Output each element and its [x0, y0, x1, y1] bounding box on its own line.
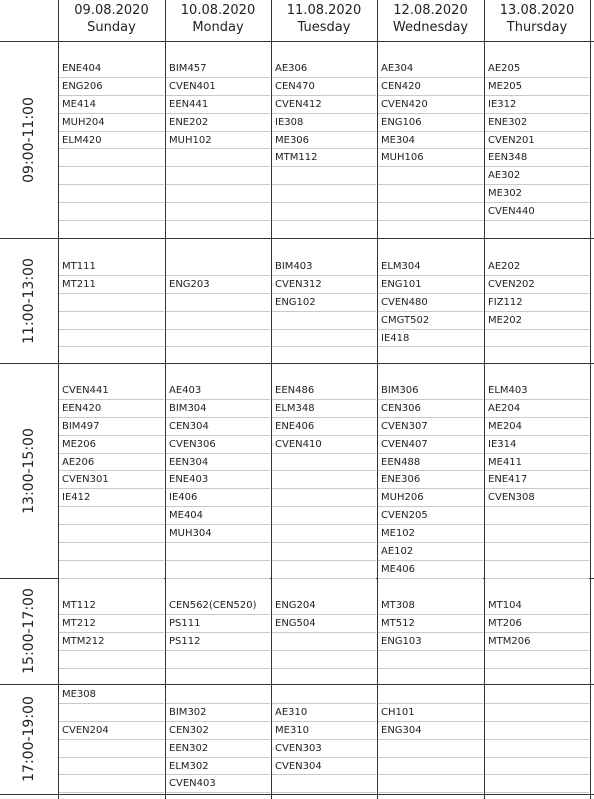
course-cell	[166, 258, 270, 347]
course-code: ELM348	[272, 400, 376, 418]
course-code: CVEN303	[272, 740, 376, 758]
course-code: AE304	[378, 60, 483, 78]
day-header	[58, 2, 165, 40]
course-code	[166, 651, 270, 669]
day-date: 12.08.2020	[393, 3, 468, 18]
course-code	[485, 775, 589, 793]
course-code: CVEN308	[485, 489, 589, 507]
course-code: CH101	[378, 704, 483, 722]
course-code	[272, 507, 376, 525]
grid-line	[0, 41, 594, 42]
course-cell	[59, 60, 164, 221]
course-code: IE406	[166, 489, 270, 507]
course-code: CEN304	[166, 418, 270, 436]
course-code: ENE202	[166, 114, 270, 132]
course-code	[272, 330, 376, 348]
course-code: CVEN441	[59, 382, 164, 400]
course-code	[485, 525, 589, 543]
course-code: ENG106	[378, 114, 483, 132]
grid-line	[0, 684, 594, 685]
course-code: BIM403	[272, 258, 376, 276]
course-code	[272, 651, 376, 669]
course-code: PS112	[166, 633, 270, 651]
course-code	[378, 775, 483, 793]
time-slot-label: 13:00-15:00	[21, 427, 37, 514]
course-code: CVEN403	[166, 775, 270, 793]
course-code: ENG203	[166, 276, 270, 294]
course-cell	[485, 597, 589, 669]
course-code	[59, 561, 164, 579]
course-code: MUH204	[59, 114, 164, 132]
course-code: ENE406	[272, 418, 376, 436]
course-cell	[59, 382, 164, 579]
course-code: ME414	[59, 96, 164, 114]
course-code: CEN470	[272, 78, 376, 96]
course-code: ENG102	[272, 294, 376, 312]
course-code: ME404	[166, 507, 270, 525]
course-cell	[166, 382, 270, 579]
course-code	[59, 651, 164, 669]
day-name: Monday	[192, 20, 244, 35]
course-code	[59, 740, 164, 758]
course-code: ME411	[485, 454, 589, 472]
course-code	[485, 686, 589, 704]
course-code: CVEN304	[272, 758, 376, 776]
course-code	[485, 561, 589, 579]
course-code: ME205	[485, 78, 589, 96]
course-code	[378, 651, 483, 669]
course-code	[485, 704, 589, 722]
course-code: ME310	[272, 722, 376, 740]
course-code: ENG206	[59, 78, 164, 96]
course-code: MTM212	[59, 633, 164, 651]
course-code	[272, 525, 376, 543]
course-code	[485, 740, 589, 758]
course-code: AE102	[378, 543, 483, 561]
course-code: CVEN202	[485, 276, 589, 294]
time-slot-label: 09:00-11:00	[21, 96, 37, 183]
course-code: BIM306	[378, 382, 483, 400]
course-code	[272, 489, 376, 507]
course-code	[166, 258, 270, 276]
course-code: EEN302	[166, 740, 270, 758]
course-cell	[485, 686, 589, 793]
course-code: CEN562(CEN520)	[166, 597, 270, 615]
course-code	[166, 185, 270, 203]
course-code: CEN302	[166, 722, 270, 740]
day-name: Sunday	[87, 20, 136, 35]
course-code: ME102	[378, 525, 483, 543]
course-cell	[378, 382, 483, 579]
course-code	[272, 543, 376, 561]
course-code	[59, 543, 164, 561]
course-code	[272, 312, 376, 330]
course-code: EEN420	[59, 400, 164, 418]
course-code: CVEN407	[378, 436, 483, 454]
course-code: ME204	[485, 418, 589, 436]
course-code: AE205	[485, 60, 589, 78]
day-name: Tuesday	[297, 20, 351, 35]
day-date: 11.08.2020	[286, 3, 362, 18]
course-code: CVEN306	[166, 436, 270, 454]
course-code	[59, 330, 164, 348]
course-code	[59, 149, 164, 167]
course-code: EEN441	[166, 96, 270, 114]
course-code	[485, 651, 589, 669]
course-code	[59, 704, 164, 722]
course-code: CVEN440	[485, 203, 589, 221]
day-date: 13.08.2020	[499, 3, 575, 18]
course-cell	[272, 258, 376, 347]
course-code: BIM497	[59, 418, 164, 436]
course-code	[272, 775, 376, 793]
course-code	[166, 294, 270, 312]
course-cell	[59, 258, 164, 347]
course-code	[485, 758, 589, 776]
course-code	[272, 561, 376, 579]
course-code: CVEN301	[59, 471, 164, 489]
course-cell	[166, 686, 270, 793]
course-code: ME202	[485, 312, 589, 330]
course-code: MUH106	[378, 149, 483, 167]
course-code: AE310	[272, 704, 376, 722]
course-code	[59, 312, 164, 330]
course-code: IE312	[485, 96, 589, 114]
day-header	[165, 2, 271, 40]
course-code	[166, 561, 270, 579]
course-code	[59, 758, 164, 776]
course-code: ENE417	[485, 471, 589, 489]
course-code: AE206	[59, 454, 164, 472]
course-code: ENG204	[272, 597, 376, 615]
course-code	[485, 543, 589, 561]
course-code	[59, 775, 164, 793]
course-code: ENG504	[272, 615, 376, 633]
course-code: MT211	[59, 276, 164, 294]
course-code: CVEN401	[166, 78, 270, 96]
course-code	[272, 185, 376, 203]
course-code: CVEN205	[378, 507, 483, 525]
course-code: PS111	[166, 615, 270, 633]
day-date: 10.08.2020	[180, 3, 256, 18]
course-code: EEN348	[485, 149, 589, 167]
course-code: IE412	[59, 489, 164, 507]
course-code: MT212	[59, 615, 164, 633]
course-code	[485, 330, 589, 348]
course-code: AE202	[485, 258, 589, 276]
course-code: ENG101	[378, 276, 483, 294]
course-code: EEN488	[378, 454, 483, 472]
day-date: 09.08.2020	[74, 3, 149, 18]
course-code	[166, 330, 270, 348]
course-code: ENE306	[378, 471, 483, 489]
course-code	[272, 686, 376, 704]
course-code	[59, 185, 164, 203]
course-code	[272, 203, 376, 221]
grid-line	[0, 794, 594, 795]
course-code: MT512	[378, 615, 483, 633]
course-code	[272, 454, 376, 472]
day-name: Thursday	[506, 20, 568, 35]
course-code	[166, 543, 270, 561]
course-code: ENG103	[378, 633, 483, 651]
course-code: MT206	[485, 615, 589, 633]
course-code: ENE404	[59, 60, 164, 78]
course-code: BIM457	[166, 60, 270, 78]
course-cell	[166, 597, 270, 669]
course-code	[166, 686, 270, 704]
course-code	[378, 185, 483, 203]
course-code: CMGT502	[378, 312, 483, 330]
course-code: ME308	[59, 686, 164, 704]
course-code: AE306	[272, 60, 376, 78]
course-code	[59, 203, 164, 221]
course-code: MT111	[59, 258, 164, 276]
grid-line	[0, 363, 594, 364]
day-header	[271, 2, 377, 40]
course-code	[485, 507, 589, 525]
grid-line	[0, 238, 594, 239]
course-code: ME304	[378, 132, 483, 150]
course-code: ELM304	[378, 258, 483, 276]
course-code: CVEN412	[272, 96, 376, 114]
course-code: AE204	[485, 400, 589, 418]
course-code	[378, 167, 483, 185]
course-code	[378, 203, 483, 221]
course-code: CVEN201	[485, 132, 589, 150]
course-code: ME306	[272, 132, 376, 150]
course-code: BIM304	[166, 400, 270, 418]
time-slot-label: 17:00-19:00	[21, 696, 37, 782]
day-header	[484, 2, 590, 40]
course-code	[378, 686, 483, 704]
course-code: MUH206	[378, 489, 483, 507]
course-code: ME406	[378, 561, 483, 579]
course-code: CEN420	[378, 78, 483, 96]
course-code	[166, 312, 270, 330]
course-code: AE302	[485, 167, 589, 185]
course-code	[59, 167, 164, 185]
time-slot-label: 15:00-17:00	[21, 588, 37, 674]
course-code	[166, 149, 270, 167]
course-code: EEN304	[166, 454, 270, 472]
course-cell	[485, 258, 589, 347]
course-code: ME302	[485, 185, 589, 203]
course-code	[272, 471, 376, 489]
day-header	[377, 2, 484, 40]
course-cell	[485, 382, 589, 579]
course-code: ELM403	[485, 382, 589, 400]
course-cell	[378, 686, 483, 793]
course-code: BIM302	[166, 704, 270, 722]
course-cell	[166, 60, 270, 221]
course-code	[166, 203, 270, 221]
course-code: IE314	[485, 436, 589, 454]
course-code: CVEN420	[378, 96, 483, 114]
course-code	[378, 740, 483, 758]
course-code: ENG304	[378, 722, 483, 740]
course-code	[272, 633, 376, 651]
time-slot-label: 11:00-13:00	[21, 257, 37, 344]
course-code: ELM302	[166, 758, 270, 776]
course-code: FIZ112	[485, 294, 589, 312]
course-code: MT104	[485, 597, 589, 615]
course-cell	[378, 597, 483, 669]
course-code: EEN486	[272, 382, 376, 400]
course-code	[59, 294, 164, 312]
course-code	[59, 525, 164, 543]
course-code: MTM206	[485, 633, 589, 651]
course-cell	[272, 60, 376, 221]
course-cell	[272, 382, 376, 579]
course-code: CVEN307	[378, 418, 483, 436]
day-name: Wednesday	[392, 20, 469, 35]
course-code: CVEN312	[272, 276, 376, 294]
course-cell	[272, 597, 376, 669]
course-code: CEN306	[378, 400, 483, 418]
course-code: ME206	[59, 436, 164, 454]
course-cell	[378, 258, 483, 347]
course-code	[485, 722, 589, 740]
course-code	[378, 758, 483, 776]
course-cell	[59, 597, 164, 669]
course-code: ENE302	[485, 114, 589, 132]
grid-line	[590, 0, 591, 799]
course-code	[166, 167, 270, 185]
course-code: AE403	[166, 382, 270, 400]
course-cell	[59, 686, 164, 793]
course-cell	[378, 60, 483, 221]
course-code: ELM420	[59, 132, 164, 150]
course-code: CVEN410	[272, 436, 376, 454]
course-code	[59, 507, 164, 525]
course-code: IE418	[378, 330, 483, 348]
course-code: CVEN204	[59, 722, 164, 740]
course-code: MUH304	[166, 525, 270, 543]
course-code: MUH102	[166, 132, 270, 150]
course-cell	[485, 60, 589, 221]
course-code	[272, 167, 376, 185]
course-code: MT308	[378, 597, 483, 615]
course-code: IE308	[272, 114, 376, 132]
course-code: CVEN480	[378, 294, 483, 312]
course-code: MT112	[59, 597, 164, 615]
course-cell	[272, 686, 376, 793]
course-code: MTM112	[272, 149, 376, 167]
course-code: ENE403	[166, 471, 270, 489]
